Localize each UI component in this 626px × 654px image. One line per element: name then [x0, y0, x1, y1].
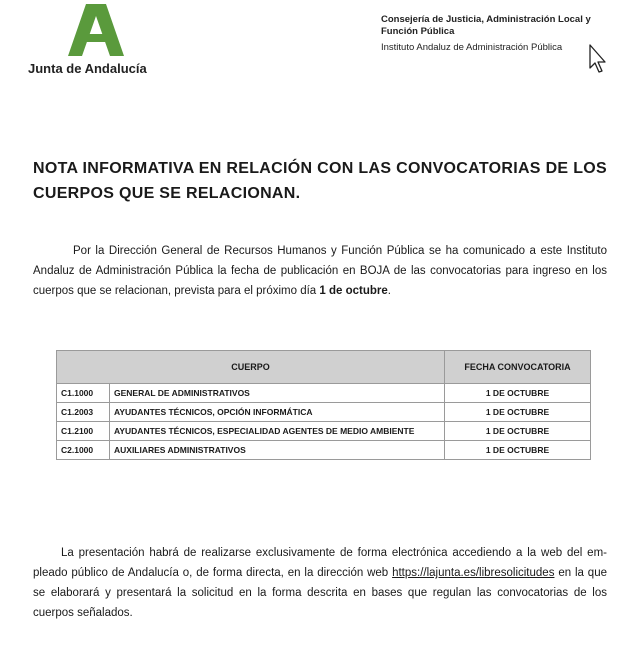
header-institution [381, 14, 611, 54]
column-header-fecha: FECHA CONVOCATORIA [445, 351, 591, 384]
convocatoria-date: 1 DE OCTUBRE [445, 441, 591, 460]
department-name: Consejería de Justicia, Administración Local y Función Pública [381, 14, 591, 37]
convocatoria-date: 1 DE OCTUBRE [445, 422, 591, 441]
junta-logo-icon [66, 4, 126, 56]
institute-name: Instituto Andaluz de Administración Pública [381, 42, 563, 53]
junta-logo [28, 4, 168, 80]
column-header-cuerpo: CUERPO [57, 351, 445, 384]
closing-paragraph [33, 543, 607, 623]
intro-end: . [387, 285, 391, 297]
logo-text: Junta de Andalucía [28, 61, 147, 76]
intro-text: Por la Dirección General de Recursos Humanos y Función Pública se ha comunicado a este Instituto Andaluz de Administración Pública la fecha de publicación en BOJA de las convocatorias para ingreso en los cuerpos que se relacionan, prevista para el próximo día [33, 245, 607, 297]
table-row [57, 384, 591, 403]
table-row [57, 441, 591, 460]
cuerpo-name: AYUDANTES TÉCNICOS, OPCIÓN INFORMÁTICA [110, 403, 445, 422]
intro-paragraph [33, 241, 607, 301]
document-title: NOTA INFORMATIVA EN RELACIÓN CON LAS CONVOCATORIAS DE LOS CUERPOS QUE SE RELACIONAN. [33, 160, 607, 202]
convocatoria-date: 1 DE OCTUBRE [445, 384, 591, 403]
convocatoria-date: 1 DE OCTUBRE [445, 403, 591, 422]
convocatorias-table [56, 350, 591, 460]
table-row [57, 422, 591, 441]
publication-date: 1 de octubre [319, 285, 388, 297]
cuerpo-code: C1.2100 [57, 422, 110, 441]
closing-text-after: en la que se elaborará y presentará la solicitud en la forma descrita en bases que regulan las convocatorias de los cuerpos señalados. [33, 567, 607, 619]
closing-text-before: La presentación habrá de realizarse exclusivamente de forma electrónica accediendo a la web del em-pleado público de Andalucía o, de forma directa, en la dirección web [33, 547, 607, 579]
table-header-row [57, 351, 591, 384]
cuerpo-name: AUXILIARES ADMINISTRATIVOS [110, 441, 445, 460]
cuerpo-code: C2.1000 [57, 441, 110, 460]
cuerpo-name: GENERAL DE ADMINISTRATIVOS [110, 384, 445, 403]
cuerpo-name: AYUDANTES TÉCNICOS, ESPECIALIDAD AGENTES DE MEDIO AMBIENTE [110, 422, 445, 441]
libresolicitudes-link[interactable]: https://lajunta.es/libresolicitudes [392, 567, 555, 579]
cuerpo-code: C1.2003 [57, 403, 110, 422]
cuerpo-code: C1.1000 [57, 384, 110, 403]
table-row [57, 403, 591, 422]
mouse-pointer-icon [589, 44, 609, 74]
